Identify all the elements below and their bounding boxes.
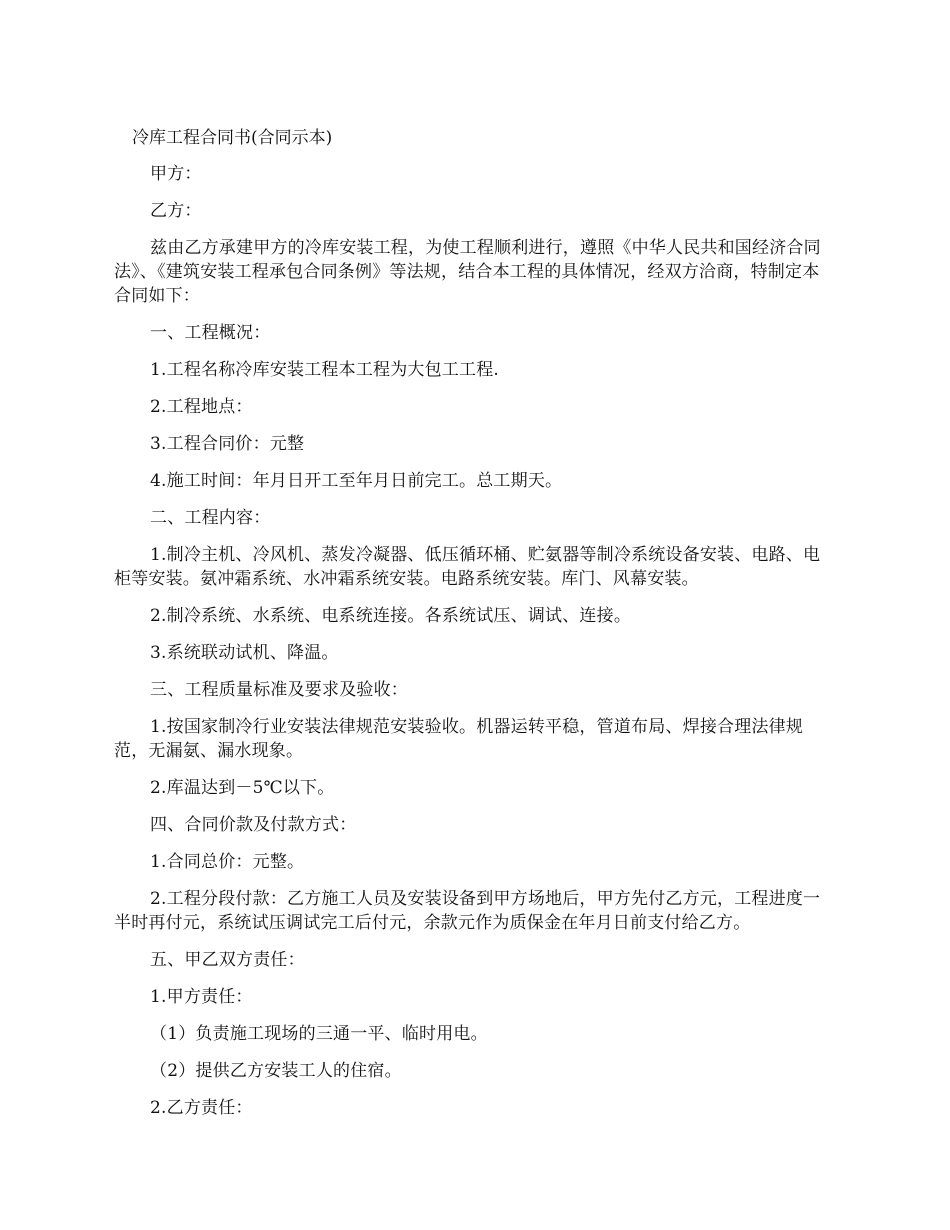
clause-4-2: 2.工程分段付款：乙方施工人员及安装设备到甲方场地后，甲方先付乙方元，工程进度一半时再付元，系统试压调试完工后付元，余款元作为质保金在年月日前支付给乙方。 (114, 889, 821, 933)
clause-5-1-2: （2）提供乙方安装工人的住宿。 (150, 1061, 402, 1081)
clause-1-2: 2.工程地点： (150, 397, 253, 417)
clause-1-1: 1.工程名称冷库安装工程本工程为大包工工程. (150, 360, 500, 380)
section-heading-3: 三、工程质量标准及要求及验收： (150, 680, 408, 700)
clause-3-2: 2.库温达到－5℃以下。 (150, 778, 335, 798)
clause-2-2: 2.制冷系统、水系统、电系统连接。各系统试压、调试、连接。 (150, 606, 632, 626)
clause-2-1: 1.制冷主机、冷风机、蒸发冷凝器、低压循环桶、贮氨器等制冷系统设备安装、电路、电柜等安装。氨冲霜系统、水冲霜系统安装。电路系统安装。库门、风幕安装。 (114, 545, 821, 589)
section-heading-2: 二、工程内容： (150, 508, 271, 528)
clause-1-3: 3.工程合同价：元整 (150, 434, 305, 454)
party-b-line: 乙方： (150, 201, 202, 221)
clause-1-4: 4.施工时间：年月日开工至年月日前完工。总工期天。 (150, 471, 563, 491)
clause-5-1-1: （1）负责施工现场的三通一平、临时用电。 (150, 1024, 488, 1044)
clause-5-2: 2.乙方责任： (150, 1098, 253, 1118)
clause-3-1: 1.按国家制冷行业安装法律规范安装验收。机器运转平稳，管道布局、焊接合理法律规范，无漏氨、漏水现象。 (114, 717, 804, 761)
section-heading-4: 四、合同价款及付款方式： (150, 815, 357, 835)
preamble-paragraph: 兹由乙方承建甲方的冷库安装工程，为使工程顺利进行，遵照《中华人民共和国经济合同法》、《建筑安装工程承包合同条例》等法规，结合本工程的具体情况，经双方洽商，特制定本合同如下： (114, 238, 821, 306)
section-heading-5: 五、甲乙双方责任： (150, 950, 305, 970)
party-a-line: 甲方： (150, 164, 202, 184)
clause-5-1: 1.甲方责任： (150, 987, 253, 1007)
section-heading-1: 一、工程概况： (150, 323, 271, 343)
clause-4-1: 1.合同总价：元整。 (150, 852, 305, 872)
clause-2-3: 3.系统联动试机、降温。 (150, 643, 339, 663)
document-title: 冷库工程合同书(合同示本) (132, 128, 333, 148)
document-body (114, 162, 836, 1133)
